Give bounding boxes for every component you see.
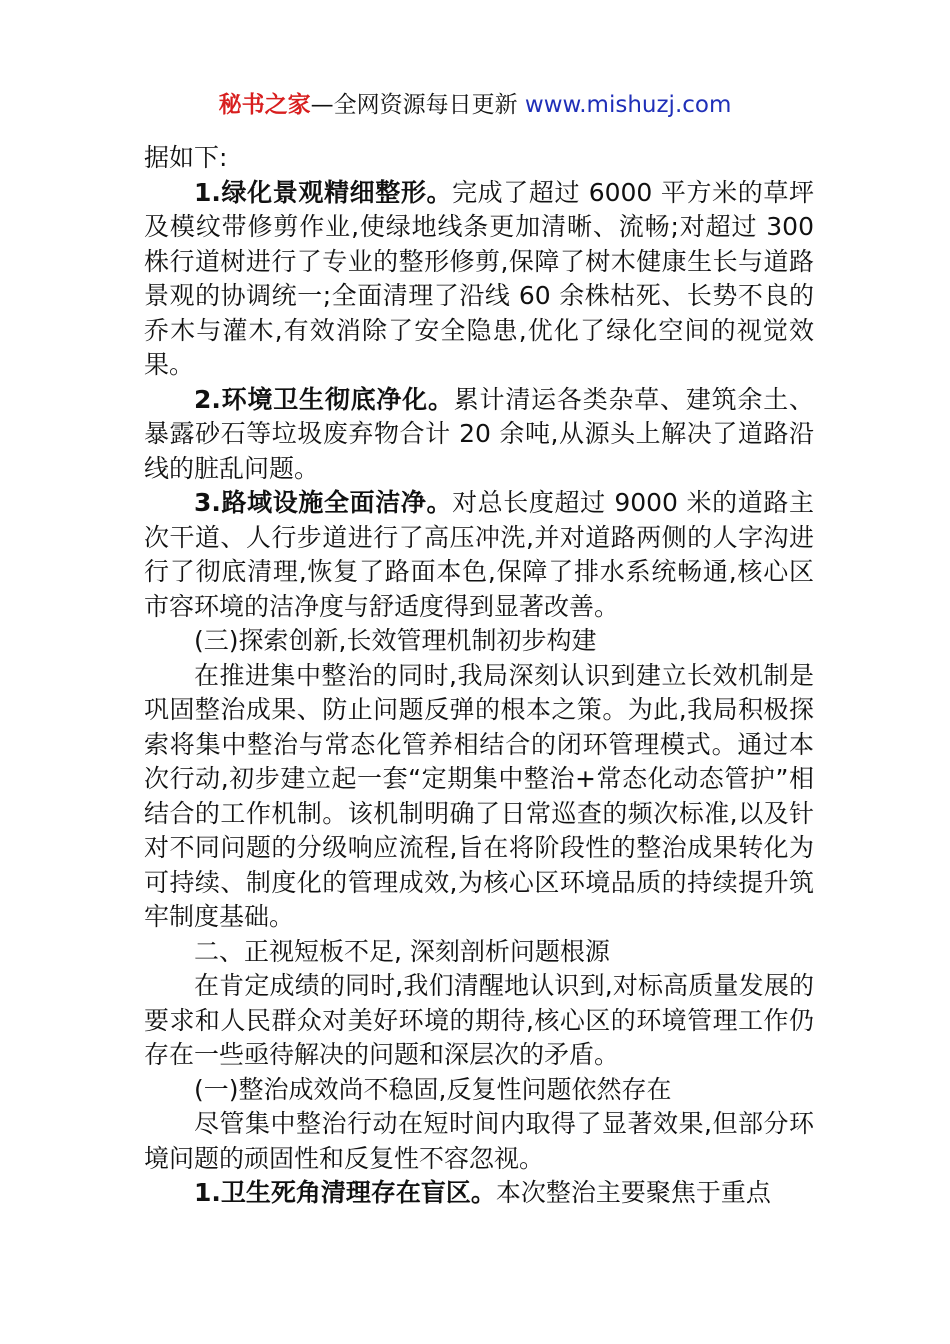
paragraph-text: 在推进集中整治的同时,我局深刻认识到建立长效机制是巩固整治成果、防止问题反弹的根本之策。为此,我局积极探索将集中整治与常态化管养相结合的闭环管理模式。通过本次行动,初步建立起一套“定期集中整治+常态化动态管护”相结合的工作机制。该机制明确了日常巡查的频次标准,以及针对不同问题的分级响应流程,旨在将阶段性的整治成果转化为可持续、制度化的管理成效,为核心区环境品质的持续提升筑牢制度基础。 [144,660,814,931]
paragraph-text: 据如下: [144,143,228,172]
paragraph [144,141,814,176]
paragraph-text: (一)整治成效尚不稳固,反复性问题依然存在 [194,1074,672,1104]
header-brand: 秘书之家 [218,92,311,118]
paragraph-text: 本次整治主要聚焦于重点 [495,1178,771,1207]
paragraph-text: 尽管集中整治行动在短时间内取得了显著效果,但部分环境问题的顽固性和反复性不容忽视。 [144,1109,814,1173]
paragraph [144,1107,814,1176]
paragraph-text: 完成了超过 6000 平方米的草坪及模纹带修剪作业,使绿地线条更加清晰、流畅;对超过 300 株行道树进行了专业的整形修剪,保障了树木健康生长与道路景观的协调统一;全面清理了沿线 60 余株枯死、长势不良的乔木与灌木,有效消除了安全隐患,优化了绿化空间的视觉效果。 [144,177,814,379]
section-heading [144,624,814,659]
document-body [144,141,814,1211]
paragraph-lead: 1.绿化景观精细整形。 [194,177,453,207]
paragraph [144,176,814,383]
header-tagline: —全网资源每日更新 [310,92,525,118]
paragraph-text: 二、正视短板不足, 深刻剖析问题根源 [194,936,610,966]
section-heading [144,935,814,970]
page-header [0,90,950,120]
section-heading [144,1073,814,1108]
paragraph-text: 累计清运各类杂草、建筑余土、暴露砂石等垃圾废弃物合计 20 余吨,从源头上解决了道路沿线的脏乱问题。 [144,384,814,483]
paragraph-lead: 2.环境卫生彻底净化。 [194,384,454,414]
paragraph [144,969,814,1073]
paragraph [144,486,814,624]
paragraph [144,1176,814,1211]
paragraph [144,383,814,487]
paragraph-text: 在肯定成绩的同时,我们清醒地认识到,对标高质量发展的要求和人民群众对美好环境的期待,核心区的环境管理工作仍存在一些亟待解决的问题和深层次的矛盾。 [144,971,814,1069]
paragraph-text: 对总长度超过 9000 米的道路主次干道、人行步道进行了高压冲洗,并对道路两侧的人字沟进行了彻底清理,恢复了路面本色,保障了排水系统畅通,核心区市容环境的洁净度与舒适度得到显著改善。 [144,488,814,621]
paragraph-lead: 1.卫生死角清理存在盲区。 [194,1178,496,1207]
paragraph [144,659,814,935]
paragraph-lead: 3.路域设施全面洁净。 [194,488,453,517]
header-url[interactable]: www.mishuzj.com [524,92,732,118]
paragraph-text: (三)探索创新,长效管理机制初步构建 [194,626,597,655]
